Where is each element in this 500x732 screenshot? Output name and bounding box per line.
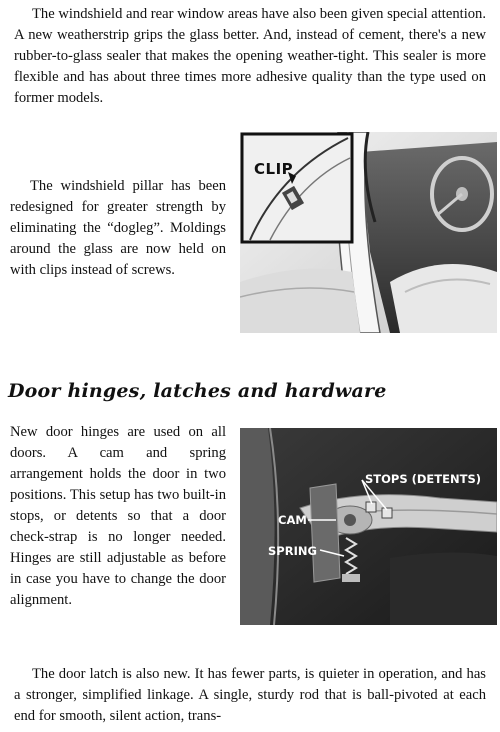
intro-paragraph: The windshield and rear window areas have also been given special attention. A new weatherstrip grips the glass better. And, instead of cement, there's a new rubber-to-glass sealer that makes the opening weather-tight. This sealer is more flexible and has about three times more adhesive quality than the type used on former models. <box>14 6 486 106</box>
door-hinge-photo <box>240 428 497 625</box>
cam-callout-label: CAM <box>278 513 307 527</box>
spring-callout-label: SPRING <box>268 544 317 558</box>
stops-detents-callout-label: STOPS (DETENTS) <box>365 472 481 486</box>
section-heading: Door hinges, latches and hardware <box>8 380 387 402</box>
door-latch-paragraph: The door latch is also new. It has fewer parts, is quieter in operation, and has a stronger, simplified linkage. A single, sturdy rod that is ball-pivoted at each end for smooth, silent action, trans- <box>14 666 486 724</box>
windshield-pillar-photo <box>240 132 497 333</box>
door-hinges-paragraph: New door hinges are used on all doors. A cam and spring arrangement holds the door in two positions. This setup has two built-in stops, or detents so that a door check-strap is no longer needed. Hinges are still adjustable as before in case you have to change the door alignment. <box>10 424 226 608</box>
windshield-pillar-paragraph: The windshield pillar has been redesigned for greater strength by eliminating the “dogleg”. Moldings around the glass are now held on with clips instead of screws. <box>10 178 226 278</box>
clip-callout-label: CLIP <box>254 160 294 178</box>
